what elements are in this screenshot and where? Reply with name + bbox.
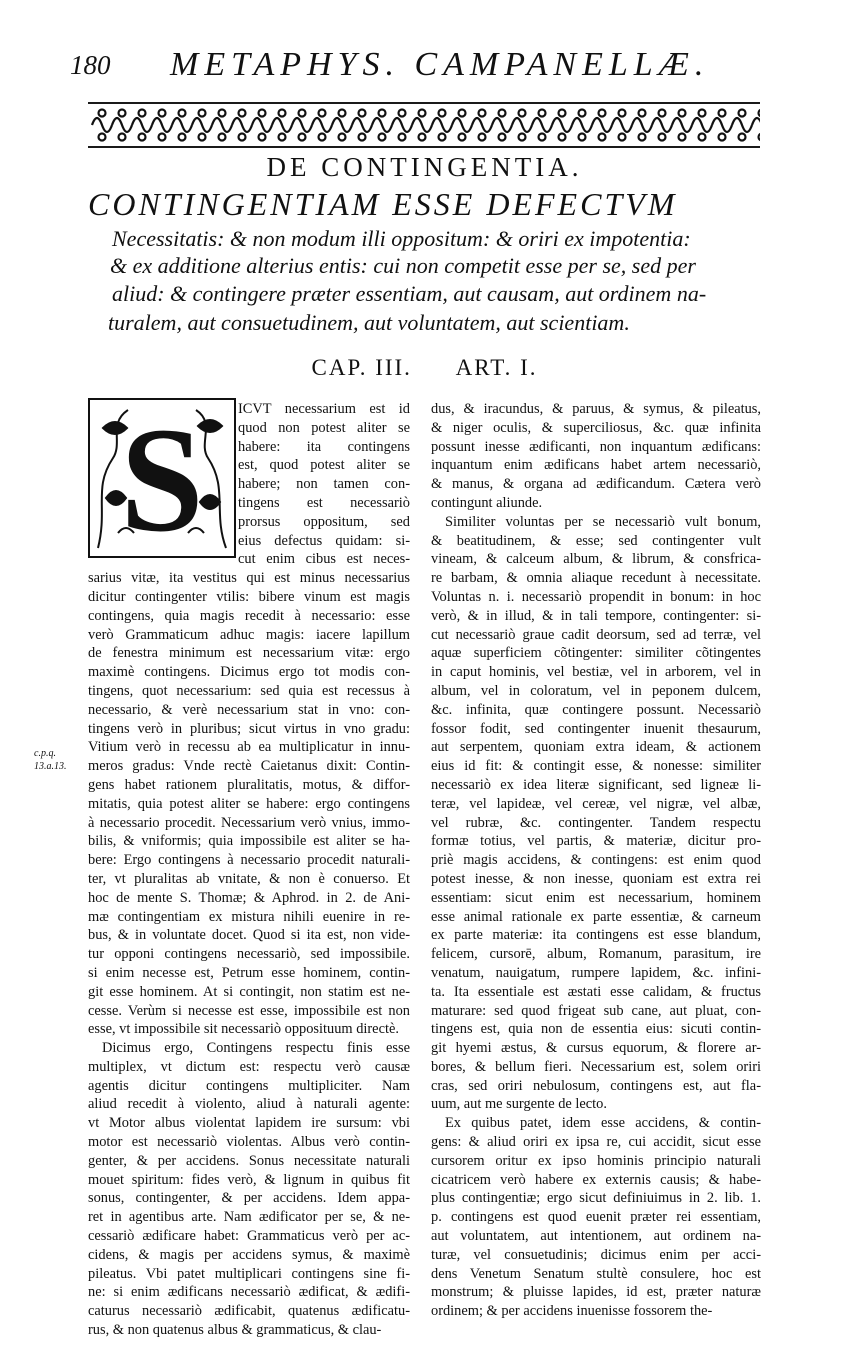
text-line: fossor fodit, sed contingenter inuenit thesaurum,: [431, 720, 761, 737]
text-line: possunt inesse ædificanti, non inquantum ædificans:: [431, 438, 761, 455]
text-line: caturus necessariò ædificabit, quatenus ædificatu-: [88, 1303, 410, 1320]
text-line: cut enim cibus est neces-: [238, 551, 410, 568]
text-line: ICVT necessarium est id: [238, 401, 410, 417]
text-line: potest inesse, & non inesse, quoniam est extra rei: [431, 870, 761, 887]
text-line: eius id fit: & contingit esse, & nonesse: similiter: [431, 758, 761, 775]
text-line: tingens est necessariò: [238, 494, 410, 511]
text-line: felicem, cursorē, album, Romanum, parasitum, ire: [431, 946, 761, 963]
text-line: gens: & aliud oriri ex ipsa re, cui accidit, sicut esse: [431, 1134, 761, 1151]
text-line: tingens est, quia non de essentia eius: sicuti contin-: [431, 1021, 761, 1038]
text-line: & manus, & organa ad ædificandum. Cætera verò: [431, 476, 761, 493]
text-line: necessariò ex idea literæ significant, sed ligneæ li-: [431, 776, 761, 793]
text-line: ne: si enim ædificans necessariò ædificat, & ædifi-: [88, 1284, 410, 1301]
text-line: genter, & per accidens. Sonus necessitate naturali: [88, 1152, 410, 1169]
text-line: & beatitudinem, & esse; sed contingenter vult: [431, 532, 761, 549]
text-line: Ex quibus patet, idem esse accidens, & contin-: [445, 1115, 761, 1132]
lead-line: turalem, aut consuetudinem, aut voluntatem, aut scientiam.: [108, 310, 630, 335]
text-line: album, vel in coloratum, vel in peponem dulcem,: [431, 682, 761, 699]
lead-line: & ex additione alterius entis: cui non competit esse per se, sed per: [110, 253, 696, 278]
text-line: bilis, & vniformis; quia impossibile est aliter se ha-: [88, 833, 410, 850]
text-line: meros gradus: Vnde rectè Caietanus dixit: Contin-: [88, 758, 410, 775]
text-line: sarius vitæ, ita vestitus qui est minus necessarius: [88, 570, 410, 587]
text-line: ret in agentibus arte. Nam ædificator per se, & ne-: [88, 1209, 410, 1226]
text-line: aut serpentem, quoniam extra ideam, & actionem: [431, 739, 761, 756]
text-line: in caput hominis, vel bestiæ, vel in arborem, vel in: [431, 664, 761, 681]
text-line: &c. infinita, quæ contingere possunt. Necessariò: [431, 701, 761, 718]
text-line: habere; non tamen con-: [238, 476, 410, 493]
text-line: à necessario procedit. Necessarium verò vnius, immo-: [88, 814, 410, 831]
marginal-note: c.p.q. 13.a.13.: [34, 748, 67, 772]
text-line: tur opponi contingens necessariò, sed impossibile.: [88, 946, 410, 963]
text-line: verò, & in illud, & in tali tempore, contingenter: si-: [431, 607, 761, 624]
text-line: aut voluntatem, aut intentionem, aut ordinem na-: [431, 1228, 761, 1245]
text-line: tingens, quot necessarium: sed quia est recessus à: [88, 682, 410, 699]
text-line: ordinem; & per accidens inuenisse fossorem the-: [431, 1303, 713, 1320]
text-line: bere: Ergo contingens à necessario procedit naturali-: [88, 852, 410, 869]
text-line: cesse. Verùm si necesse est esse, impossibile est non: [88, 1002, 410, 1019]
text-line: cursorem oritur ex ipso hominis principio naturali: [431, 1152, 761, 1169]
lead-title: CONTINGENTIAM ESSE DEFECTVM: [88, 186, 678, 222]
text-line: teræ, vel lapideæ, vel cereæ, vel nigræ, vel albæ,: [431, 795, 761, 812]
text-line: cidens, & magis per accidens symus, & maximè: [88, 1246, 410, 1263]
text-line: esse, vt impossibile sit necessariò opposituum directè.: [88, 1021, 399, 1038]
left-column: [88, 400, 410, 1340]
chapter-number: CAP. III.: [311, 355, 412, 380]
text-line: est, quod potest aliter se: [238, 457, 410, 474]
text-line: cicatricem verò habere ex externis causis; & habe-: [431, 1171, 761, 1188]
text-line: priè magis accidens, & contingens: est enim quod: [431, 852, 761, 869]
text-line: rus, & non quatenus albus & grammaticus, & clau-: [88, 1322, 382, 1339]
text-line: formæ totius, vel partis, & materiæ, dicitur pro-: [431, 833, 761, 850]
text-line: cut necessariò graue cadit deorsum, sed ad terræ, vel: [431, 626, 761, 643]
text-line: venatum, nauigatum, rumpere lapidem, &c. infini-: [431, 964, 761, 981]
text-line: mæ contingentiam ex mistura nihili euenire in re-: [88, 908, 410, 925]
lead-line: aliud: & contingere præter essentiam, aut causam, aut ordinem na-: [112, 281, 707, 306]
text-line: eius defectus quidam: si-: [238, 532, 410, 549]
text-line: Voluntas n. i. necessariò propendit in bonum: in hoc: [431, 588, 761, 605]
text-line: gens habet rationem pluralitatis, motus, & diffor-: [88, 776, 410, 793]
right-column: [431, 400, 761, 1321]
text-line: si enim necesse est, Petrum esse hominem, contin-: [88, 964, 410, 981]
text-line: necessario, & verè necessarium stat in vno: con-: [88, 701, 410, 718]
text-line: re barbam, & omnia aliaque recedunt à necessitate.: [431, 570, 761, 587]
text-line: vineam, & calceum album, & librum, & consfrica-: [431, 551, 761, 568]
lead-line: Necessitatis: & non modum illi oppositum: & oriri ex impotentia:: [112, 226, 691, 251]
page-header: [70, 46, 770, 90]
text-line: quod non potest aliter se: [238, 419, 410, 436]
text-line: plus contingentiæ; ergo sicut definiuimus in 2. lib. 1.: [431, 1190, 761, 1207]
text-line: pileatus. Vbi patet multiplicari contingens sine fi-: [88, 1265, 410, 1282]
text-line: cessariò ædificare habet: Grammaticus verò per ac-: [88, 1228, 410, 1245]
text-line: contingens, quia magis recedit à necessario: esse: [88, 607, 410, 624]
running-title: METAPHYS. CAMPANELLÆ.: [170, 46, 710, 83]
text-line: contingunt aliunde.: [431, 494, 543, 511]
ornamental-band: [88, 100, 760, 150]
text-line: mouet spiritum: fides verò, & lignum in quibus fit: [88, 1171, 410, 1188]
text-line: p. contingens est quod euenit præter rei essentiam,: [431, 1209, 761, 1226]
text-line: bores, & bellum fieri. Necessarium est, solem oriri: [431, 1058, 761, 1075]
text-line: vel rubræ, &c. contingenter. Tandem respectu: [431, 814, 761, 831]
text-line: git hyemi æstus, & cursus equorum, & florere ar-: [431, 1040, 761, 1057]
text-line: sonus, contingenter, & per accidens. Idem appa-: [88, 1190, 410, 1207]
text-line: dicitur contingenter vtilis: bibere vinum est magis: [88, 588, 410, 605]
text-line: inquantum enim ædificans habet artem necessariò,: [431, 457, 761, 474]
svg-text:S: S: [120, 398, 204, 558]
text-line: monstrum; & pluisse lapides, id est, præter naturæ: [431, 1284, 761, 1301]
page-number: 180: [70, 50, 111, 80]
text-line: Similiter voluntas per se necessariò vult bonum,: [445, 513, 761, 530]
text-line: turæ, vel consuetudinis; dicimus enim per acci-: [431, 1246, 761, 1263]
text-line: ex parte materiæ: ita contingens est esse blandum,: [431, 927, 761, 944]
text-line: bus, & in voluntate docet. Quod si ita est, non vide-: [88, 927, 410, 944]
text-line: maturare: sed quod frigeat sub cane, aut pluat, con-: [431, 1002, 761, 1019]
text-line: dus, & iracundus, & paruus, & symus, & pileatus,: [431, 401, 761, 417]
text-line: mitatis, quia potest aliter se habere: ergo contingens: [88, 795, 410, 812]
text-line: motor est necessariò violentas. Albus verò contin-: [88, 1134, 410, 1151]
text-line: esse animal rationale ex parte essentiæ, & carneum: [431, 908, 761, 925]
text-line: vt Motor albus violentat lapidem ire sursum: vbi: [88, 1115, 410, 1132]
text-line: & niger oculis, & superciliosus, &c. quæ infinita: [431, 419, 761, 436]
text-line: hoc de mente S. Thomæ; & Aphrod. in 2. de Ani-: [88, 889, 410, 906]
text-line: maximè contingens. Dicimus ergo tot modis con-: [88, 664, 410, 681]
text-line: cras, sed oriri nebulosum, contingens est, aut fla-: [431, 1077, 761, 1094]
text-line: verò Grammaticum adhuc magis: iacere lapillum: [88, 626, 410, 643]
text-line: habere: ita contingens: [238, 438, 410, 455]
chapter-heading: [0, 355, 849, 381]
text-line: git esse hominem. At si contingit, non statim est ne-: [88, 983, 410, 1000]
text-line: Vitium verò in recessu ab ea multiplicatur in innu-: [88, 739, 410, 756]
text-line: tingens verò in pluribus; sicut virtus in vno gradu:: [88, 720, 410, 737]
text-line: aliud recedit à violento, aliud à naturali agente:: [88, 1096, 410, 1113]
text-line: essentiam: sicut enim est necessarium, hominem: [431, 889, 761, 906]
text-line: uum, aut me surgente de lecto.: [431, 1096, 607, 1113]
article-number: ART. I.: [455, 355, 538, 380]
text-line: ter, vt pluralitas ab vnitate, & non è conuerso. Et: [88, 870, 410, 887]
text-line: prorsus oppositum, sed: [238, 513, 410, 530]
text-line: aquæ superficiem cõtingenter: similiter cõtingentes: [431, 645, 761, 662]
text-line: ta. Ita essentiale est æstati esse calidam, & fructus: [431, 983, 761, 1000]
section-title: DE CONTINGENTIA.: [266, 152, 583, 182]
text-line: dens Venetum Senatum stultè consulere, hoc est: [431, 1265, 761, 1282]
text-line: Dicimus ergo, Contingens respectu finis esse: [102, 1040, 410, 1057]
text-line: multiplex, vt dictum est: respectu verò causæ: [88, 1058, 410, 1075]
text-line: agentis dicitur contingens multipliciter. Nam: [88, 1077, 410, 1094]
text-line: de fenestra minimum est necessarium vitæ: ergo: [88, 645, 410, 662]
